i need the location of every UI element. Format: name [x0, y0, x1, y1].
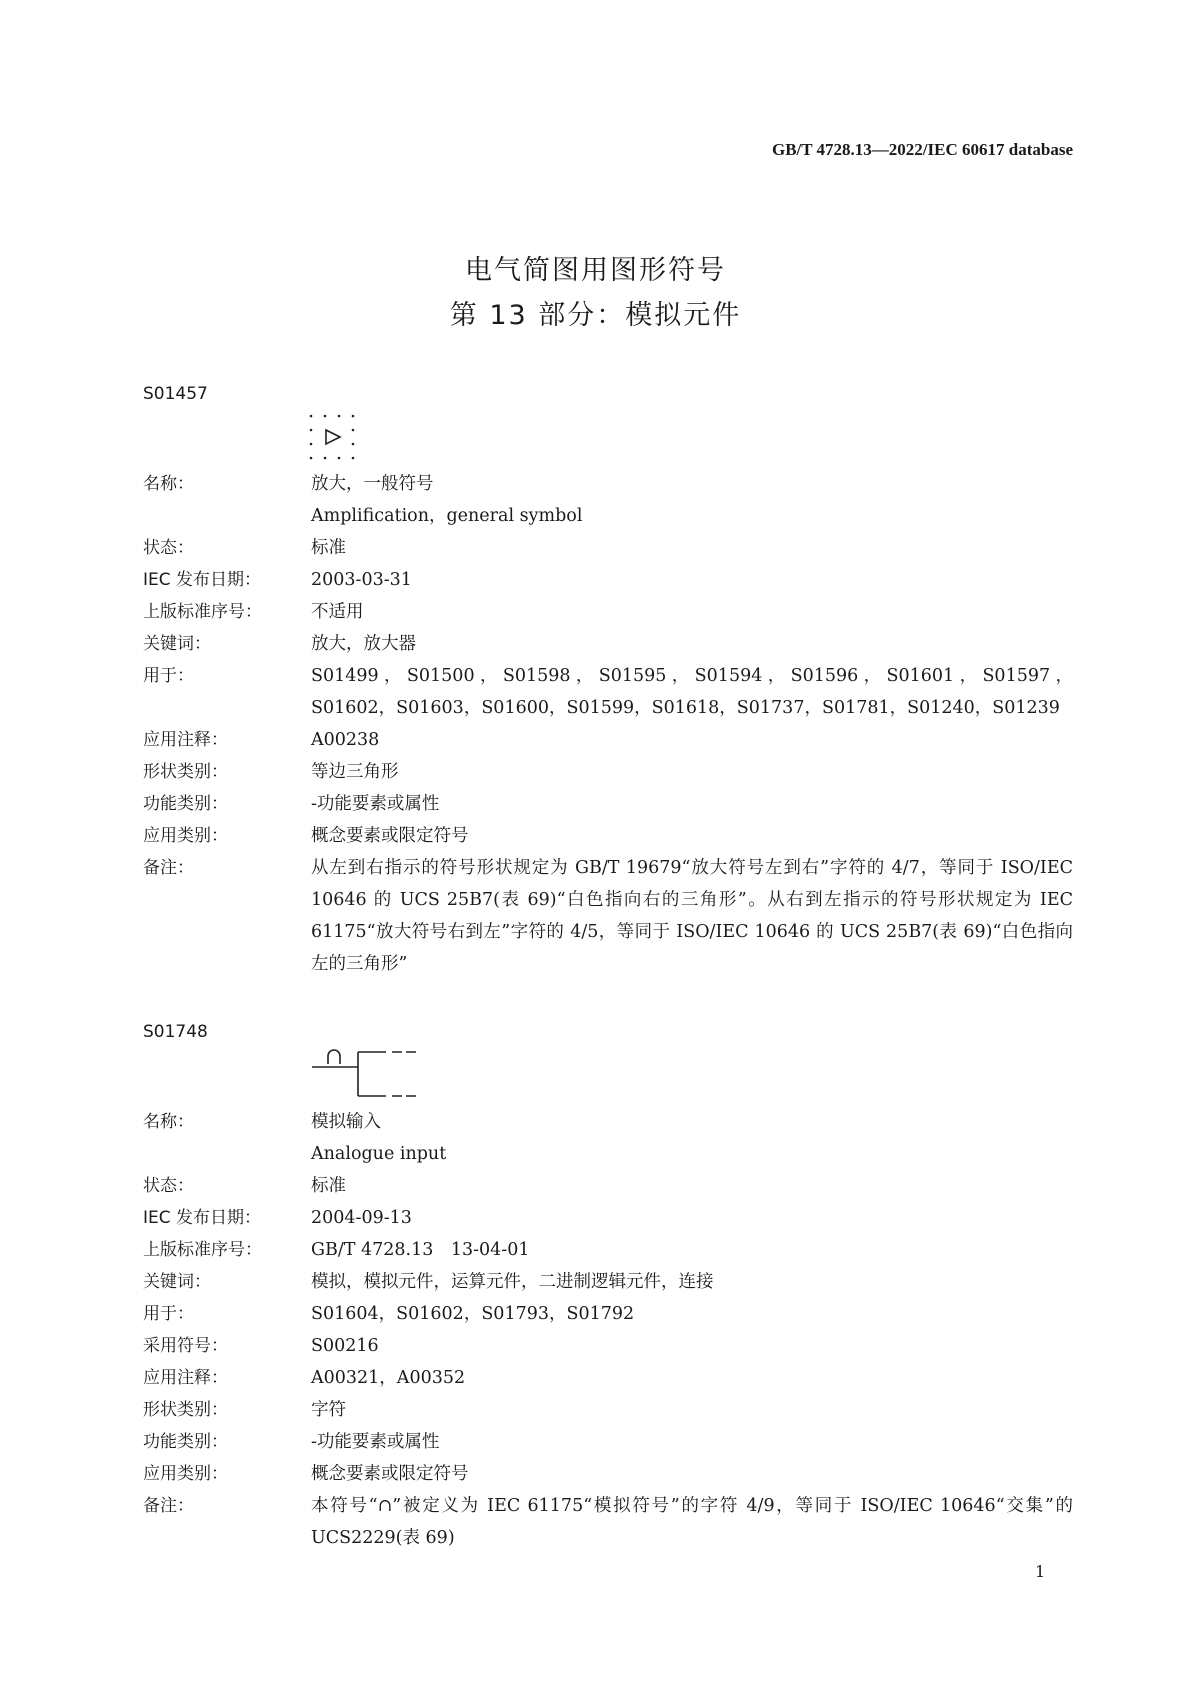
field-row: [143, 1298, 1073, 1330]
standard-header: GB/T 4728.13—2022/IEC 60617 database: [771, 140, 1073, 159]
field-value: 标准: [311, 538, 346, 558]
field-row: [143, 1426, 1073, 1458]
field-label: 应用注释：: [143, 730, 228, 750]
field-row: [143, 1490, 1073, 1554]
field-value: 模拟输入: [311, 1112, 381, 1132]
field-label: 上版标准序号：: [143, 1240, 262, 1260]
field-row: [143, 596, 1073, 628]
field-label: 名称：: [143, 474, 194, 494]
field-value: S00216: [311, 1336, 379, 1356]
field-row: [143, 1202, 1073, 1234]
field-label: IEC 发布日期：: [143, 570, 262, 590]
field-label: 应用类别：: [143, 1464, 228, 1484]
field-row: [143, 852, 1073, 980]
field-value: 概念要素或限定符号: [311, 1464, 469, 1484]
field-row: [143, 500, 1073, 532]
field-row: [143, 468, 1073, 500]
field-label: 关键词：: [143, 634, 211, 654]
entry-code: S01748: [143, 1022, 208, 1042]
analogue-input-symbol-icon: [310, 1046, 420, 1102]
field-label: 状态：: [143, 538, 194, 558]
field-row: [143, 724, 1073, 756]
entry-fields: [143, 1106, 1073, 1554]
field-row: [143, 1106, 1073, 1138]
field-label: 应用类别：: [143, 826, 228, 846]
title-line-1: 电气简图用图形符号: [465, 255, 726, 286]
field-label: 形状类别：: [143, 762, 228, 782]
field-value: 放大，一般符号: [311, 474, 434, 494]
field-label: [143, 1138, 311, 1170]
field-value: 本符号“∩”被定义为 IEC 61175“模拟符号”的字符 4/9，等同于 ISO/IEC 10646“交集”的 UCS2229(表 69): [311, 1496, 1073, 1548]
field-value: 字符: [311, 1400, 346, 1420]
field-value: 2004-09-13: [311, 1208, 412, 1228]
field-label: 用于：: [143, 1304, 194, 1324]
field-value: 模拟，模拟元件，运算元件，二进制逻辑元件，连接: [311, 1272, 714, 1292]
field-label: 关键词：: [143, 1272, 211, 1292]
field-row: [143, 1170, 1073, 1202]
field-value: GB/T 4728.13 13-04-01: [311, 1240, 530, 1260]
title-line-2: 第 13 部分：模拟元件: [449, 300, 742, 331]
field-value: A00238: [311, 730, 380, 750]
page-number: 1: [1035, 1562, 1046, 1581]
field-value: 2003-03-31: [311, 570, 412, 590]
field-value: A00321，A00352: [311, 1368, 466, 1388]
field-label: 形状类别：: [143, 1400, 228, 1420]
field-row: [143, 1458, 1073, 1490]
field-label: 用于：: [143, 666, 194, 686]
field-row: [143, 628, 1073, 660]
entry-fields: [143, 468, 1073, 980]
amplifier-symbol-icon: [306, 410, 366, 466]
field-value: S01499，S01500，S01598，S01595，S01594，S01596，S01601，S01597，S01602，S01603，S01600，S01599，S01618，S01737，S01781，S01240，S01239: [311, 666, 1073, 718]
field-row: [143, 660, 1073, 724]
field-row: [143, 788, 1073, 820]
field-row: [143, 1138, 1073, 1170]
field-value: 概念要素或限定符号: [311, 826, 469, 846]
field-row: [143, 1266, 1073, 1298]
field-value: S01604，S01602，S01793，S01792: [311, 1304, 635, 1324]
field-label: 备注：: [143, 1496, 194, 1516]
field-value: Analogue input: [311, 1144, 447, 1164]
field-value: 放大，放大器: [311, 634, 416, 654]
field-label: 应用注释：: [143, 1368, 228, 1388]
field-row: [143, 1330, 1073, 1362]
field-value: 不适用: [311, 602, 364, 622]
field-value: 等边三角形: [311, 762, 399, 782]
field-value: -功能要素或属性: [311, 794, 440, 814]
field-row: [143, 532, 1073, 564]
field-value: -功能要素或属性: [311, 1432, 440, 1452]
field-row: [143, 1394, 1073, 1426]
field-value: Amplification，general symbol: [311, 506, 583, 526]
entry-code: S01457: [143, 384, 208, 404]
field-row: [143, 1234, 1073, 1266]
field-label: 备注：: [143, 858, 194, 878]
field-label: IEC 发布日期：: [143, 1208, 262, 1228]
field-label: 功能类别：: [143, 1432, 228, 1452]
field-label: 名称：: [143, 1112, 194, 1132]
field-value: 从左到右指示的符号形状规定为 GB/T 19679“放大符号左到右”字符的 4/7，等同于 ISO/IEC 10646 的 UCS 25B7(表 69)“白色指向右的三角形”。从右到左指示的符号形状规定为 IEC 61175“放大符号右到左”字符的 4/5，等同于 ISO/IEC 10646 的 UCS 25B7(表 69)“白色指向左的三角形”: [311, 858, 1073, 974]
field-label: 状态：: [143, 1176, 194, 1196]
field-value: 标准: [311, 1176, 346, 1196]
field-label: 功能类别：: [143, 794, 228, 814]
field-row: [143, 564, 1073, 596]
field-label: 上版标准序号：: [143, 602, 262, 622]
field-label: 采用符号：: [143, 1336, 228, 1356]
field-row: [143, 820, 1073, 852]
field-label: [143, 500, 311, 532]
field-row: [143, 1362, 1073, 1394]
field-row: [143, 756, 1073, 788]
